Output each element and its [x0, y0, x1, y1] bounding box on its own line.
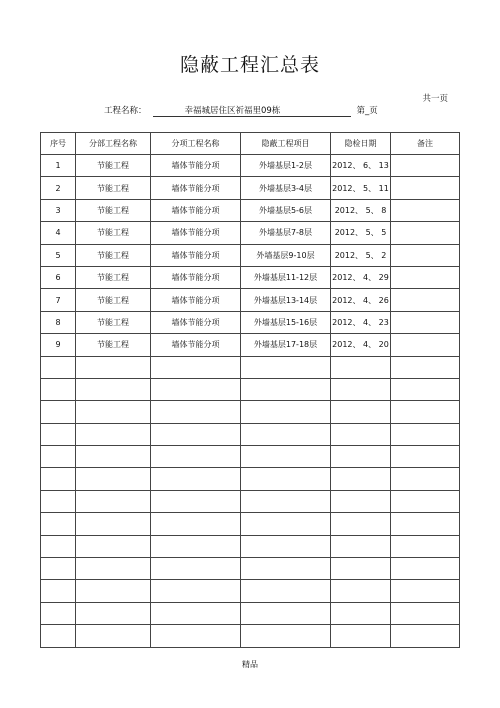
empty-cell — [151, 535, 241, 557]
empty-cell — [76, 446, 151, 468]
header-note: 备注 — [391, 133, 460, 155]
empty-cell — [41, 468, 76, 490]
empty-cell — [76, 468, 151, 490]
cell-item: 外墙基层11-12层 — [241, 266, 331, 288]
project-line — [104, 104, 378, 117]
empty-cell — [151, 602, 241, 624]
cell-note — [391, 177, 460, 199]
cell-note — [391, 311, 460, 333]
cell-division: 节能工程 — [76, 334, 151, 356]
cell-date: 2012、 4、 26 — [331, 289, 391, 311]
empty-cell — [391, 602, 460, 624]
empty-cell — [76, 558, 151, 580]
cell-date: 2012、 4、 23 — [331, 311, 391, 333]
header-item: 隐蔽工程项目 — [241, 133, 331, 155]
cell-date: 2012、 6、 13 — [331, 155, 391, 177]
empty-cell — [76, 602, 151, 624]
empty-cell — [391, 490, 460, 512]
cell-division: 节能工程 — [76, 199, 151, 221]
cell-subitem: 墙体节能分项 — [151, 199, 241, 221]
empty-cell — [241, 490, 331, 512]
empty-cell — [76, 401, 151, 423]
empty-row — [41, 580, 460, 602]
cell-subitem: 墙体节能分项 — [151, 266, 241, 288]
empty-cell — [391, 513, 460, 535]
cell-subitem: 墙体节能分项 — [151, 334, 241, 356]
empty-cell — [331, 625, 391, 647]
empty-cell — [241, 468, 331, 490]
cell-date: 2012、 4、 29 — [331, 266, 391, 288]
empty-cell — [76, 356, 151, 378]
cell-division: 节能工程 — [76, 177, 151, 199]
empty-cell — [241, 602, 331, 624]
cell-date: 2012、 4、 20 — [331, 334, 391, 356]
cell-division: 节能工程 — [76, 244, 151, 266]
empty-cell — [241, 625, 331, 647]
empty-cell — [151, 423, 241, 445]
cell-note — [391, 155, 460, 177]
empty-cell — [241, 513, 331, 535]
cell-item: 外墙基层3-4层 — [241, 177, 331, 199]
empty-cell — [331, 356, 391, 378]
empty-cell — [151, 513, 241, 535]
empty-cell — [41, 401, 76, 423]
cell-item: 外墙基层1-2层 — [241, 155, 331, 177]
empty-cell — [331, 513, 391, 535]
empty-cell — [151, 401, 241, 423]
table-row — [41, 244, 460, 266]
empty-cell — [391, 423, 460, 445]
table-row — [41, 334, 460, 356]
table-row — [41, 199, 460, 221]
empty-row — [41, 401, 460, 423]
cell-item: 外墙基层7-8层 — [241, 222, 331, 244]
table-row — [41, 177, 460, 199]
empty-cell — [41, 602, 76, 624]
table-row — [41, 222, 460, 244]
total-pages: 共一页 — [422, 94, 448, 104]
cell-subitem: 墙体节能分项 — [151, 289, 241, 311]
empty-cell — [331, 535, 391, 557]
empty-row — [41, 356, 460, 378]
empty-cell — [76, 535, 151, 557]
empty-cell — [331, 446, 391, 468]
empty-cell — [76, 580, 151, 602]
empty-cell — [151, 490, 241, 512]
cell-division: 节能工程 — [76, 155, 151, 177]
cell-subitem: 墙体节能分项 — [151, 311, 241, 333]
summary-table — [40, 132, 460, 648]
cell-no: 1 — [41, 155, 76, 177]
cell-division: 节能工程 — [76, 289, 151, 311]
empty-row — [41, 446, 460, 468]
empty-cell — [151, 446, 241, 468]
cell-no: 7 — [41, 289, 76, 311]
empty-cell — [41, 423, 76, 445]
empty-cell — [391, 401, 460, 423]
empty-cell — [151, 558, 241, 580]
table-row — [41, 266, 460, 288]
empty-cell — [41, 580, 76, 602]
header-date: 隐检日期 — [331, 133, 391, 155]
empty-cell — [331, 602, 391, 624]
empty-cell — [41, 378, 76, 400]
empty-cell — [391, 378, 460, 400]
empty-cell — [391, 535, 460, 557]
empty-cell — [41, 446, 76, 468]
empty-cell — [331, 468, 391, 490]
empty-row — [41, 558, 460, 580]
empty-row — [41, 602, 460, 624]
empty-row — [41, 625, 460, 647]
cell-item: 外墙基层15-16层 — [241, 311, 331, 333]
header-subitem: 分项工程名称 — [151, 133, 241, 155]
empty-cell — [41, 558, 76, 580]
cell-division: 节能工程 — [76, 222, 151, 244]
empty-cell — [391, 356, 460, 378]
empty-row — [41, 513, 460, 535]
cell-date: 2012、 5、 5 — [331, 222, 391, 244]
empty-cell — [151, 625, 241, 647]
empty-cell — [76, 378, 151, 400]
empty-cell — [391, 468, 460, 490]
cell-subitem: 墙体节能分项 — [151, 177, 241, 199]
empty-cell — [151, 356, 241, 378]
header-division: 分部工程名称 — [76, 133, 151, 155]
empty-cell — [391, 446, 460, 468]
empty-cell — [41, 535, 76, 557]
cell-no: 8 — [41, 311, 76, 333]
cell-note — [391, 199, 460, 221]
empty-row — [41, 490, 460, 512]
empty-cell — [241, 356, 331, 378]
cell-division: 节能工程 — [76, 311, 151, 333]
empty-cell — [151, 468, 241, 490]
cell-note — [391, 289, 460, 311]
cell-item: 外墙基层13-14层 — [241, 289, 331, 311]
table-row — [41, 289, 460, 311]
empty-cell — [331, 558, 391, 580]
empty-cell — [241, 401, 331, 423]
project-name: 幸福城居住区祈福里09栋 — [153, 104, 351, 117]
project-label: 工程名称： — [104, 106, 147, 116]
cell-no: 2 — [41, 177, 76, 199]
empty-row — [41, 423, 460, 445]
cell-date: 2012、 5、 11 — [331, 177, 391, 199]
cell-division: 节能工程 — [76, 266, 151, 288]
empty-cell — [151, 580, 241, 602]
cell-item: 外墙基层17-18层 — [241, 334, 331, 356]
empty-cell — [76, 513, 151, 535]
empty-cell — [391, 558, 460, 580]
empty-row — [41, 378, 460, 400]
cell-no: 3 — [41, 199, 76, 221]
empty-row — [41, 535, 460, 557]
empty-cell — [331, 580, 391, 602]
empty-cell — [241, 535, 331, 557]
empty-cell — [331, 378, 391, 400]
empty-cell — [151, 378, 241, 400]
cell-date: 2012、 5、 2 — [331, 244, 391, 266]
empty-cell — [76, 625, 151, 647]
empty-cell — [41, 625, 76, 647]
empty-cell — [241, 423, 331, 445]
empty-cell — [241, 580, 331, 602]
footer-text: 精品 — [242, 660, 258, 669]
table-row — [41, 155, 460, 177]
empty-cell — [41, 356, 76, 378]
cell-date: 2012、 5、 8 — [331, 199, 391, 221]
empty-cell — [41, 490, 76, 512]
table-header-row — [41, 133, 460, 155]
header-no: 序号 — [41, 133, 76, 155]
cell-subitem: 墙体节能分项 — [151, 155, 241, 177]
cell-item: 外墙基层9-10层 — [241, 244, 331, 266]
cell-subitem: 墙体节能分项 — [151, 244, 241, 266]
empty-cell — [241, 558, 331, 580]
empty-cell — [391, 580, 460, 602]
empty-cell — [76, 490, 151, 512]
empty-cell — [241, 446, 331, 468]
empty-cell — [391, 625, 460, 647]
empty-cell — [76, 423, 151, 445]
empty-cell — [241, 378, 331, 400]
page-number: 第_页 — [356, 106, 378, 116]
cell-no: 9 — [41, 334, 76, 356]
cell-note — [391, 222, 460, 244]
empty-cell — [41, 513, 76, 535]
page-title: 隐蔽工程汇总表 — [179, 54, 320, 76]
cell-note — [391, 266, 460, 288]
cell-item: 外墙基层5-6层 — [241, 199, 331, 221]
cell-note — [391, 334, 460, 356]
cell-note — [391, 244, 460, 266]
empty-cell — [331, 490, 391, 512]
cell-subitem: 墙体节能分项 — [151, 222, 241, 244]
empty-cell — [331, 401, 391, 423]
cell-no: 5 — [41, 244, 76, 266]
empty-cell — [331, 423, 391, 445]
cell-no: 4 — [41, 222, 76, 244]
cell-no: 6 — [41, 266, 76, 288]
table-row — [41, 311, 460, 333]
empty-row — [41, 468, 460, 490]
